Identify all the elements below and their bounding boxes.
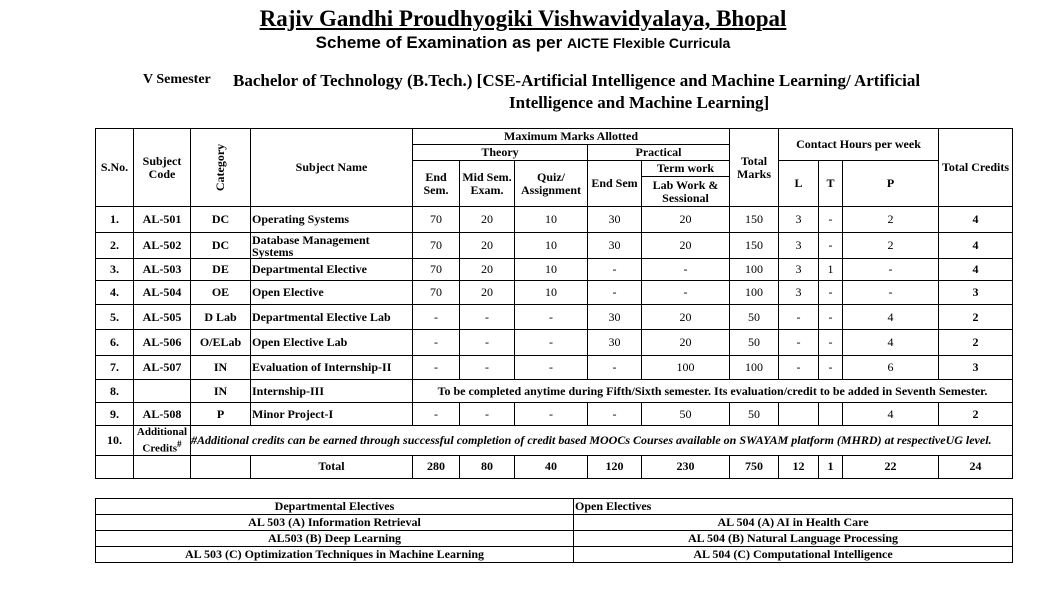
sno-cell: 5. xyxy=(96,305,134,330)
dept-elective-item: AL503 (B) Deep Learning xyxy=(96,531,574,547)
t-cell: - xyxy=(819,281,843,305)
t-cell xyxy=(819,403,843,426)
total-practical-end-sem: 120 xyxy=(588,455,642,478)
end-sem-cell: 70 xyxy=(413,207,460,233)
sno-cell: 8. xyxy=(96,380,134,403)
l-cell: - xyxy=(779,356,819,380)
dept-elective-item: AL 503 (C) Optimization Techniques in Machine Learning xyxy=(96,547,574,563)
end-sem-cell: 70 xyxy=(413,259,460,281)
code-cell: AL-502 xyxy=(134,233,191,259)
sno-cell: 1. xyxy=(96,207,134,233)
l-cell: - xyxy=(779,305,819,330)
code-cell: AL-505 xyxy=(134,305,191,330)
total-lab-work: 230 xyxy=(642,455,730,478)
semester-label: V Semester xyxy=(143,72,211,87)
code-cell: AL-507 xyxy=(134,356,191,380)
end-sem-cell: - xyxy=(413,305,460,330)
sno-cell: 6. xyxy=(96,330,134,356)
l-cell: - xyxy=(779,330,819,356)
quiz-cell: - xyxy=(515,403,588,426)
total-row xyxy=(96,455,1013,478)
open-elective-item: AL 504 (B) Natural Language Processing xyxy=(574,531,1013,547)
end-sem-cell: 70 xyxy=(413,281,460,305)
university-title: Rajiv Gandhi Proudhyogiki Vishwavidyalaya, Bhopal xyxy=(259,6,787,31)
table-row xyxy=(96,380,1013,403)
lab-work-cell: 100 xyxy=(642,356,730,380)
credits-cell: 3 xyxy=(939,356,1013,380)
p-header: P xyxy=(843,161,939,207)
table-row xyxy=(96,233,1013,259)
total-credits: 24 xyxy=(939,455,1013,478)
p-cell: 4 xyxy=(843,305,939,330)
practical-end-sem-cell: 30 xyxy=(588,305,642,330)
category-cell: DC xyxy=(191,233,251,259)
sno-cell: 7. xyxy=(96,356,134,380)
p-cell: - xyxy=(843,259,939,281)
category-cell: P xyxy=(191,403,251,426)
sno-cell: 3. xyxy=(96,259,134,281)
l-cell: 3 xyxy=(779,281,819,305)
quiz-cell: 10 xyxy=(515,281,588,305)
l-cell xyxy=(779,403,819,426)
p-cell: 4 xyxy=(843,330,939,356)
table-row xyxy=(96,281,1013,305)
program-title: Bachelor of Technology (B.Tech.) [CSE-Artificial Intelligence and Machine Learning/ Artificial Intelligence and Machine Learning] xyxy=(233,71,921,112)
subject-name-cell: Internship-III xyxy=(251,380,413,403)
code-cell xyxy=(134,380,191,403)
quiz-cell: - xyxy=(515,356,588,380)
table-row xyxy=(96,356,1013,380)
category-cell: O/ELab xyxy=(191,330,251,356)
subject-name-cell: Database Management Systems xyxy=(251,233,413,259)
lab-work-cell: 20 xyxy=(642,330,730,356)
mid-sem-cell: 20 xyxy=(460,233,515,259)
scheme-table xyxy=(95,128,1013,479)
quiz-cell: 10 xyxy=(515,207,588,233)
practical-end-sem-cell: - xyxy=(588,281,642,305)
total-marks-header: Total Marks xyxy=(730,129,779,207)
table-row xyxy=(96,207,1013,233)
credits-cell: 4 xyxy=(939,207,1013,233)
p-cell: 6 xyxy=(843,356,939,380)
p-cell: 2 xyxy=(843,233,939,259)
t-cell: - xyxy=(819,356,843,380)
quiz-header: Quiz/ Assignment xyxy=(515,161,588,207)
theory-header: Theory xyxy=(413,145,588,161)
sno-cell: 9. xyxy=(96,403,134,426)
sno-cell: 4. xyxy=(96,281,134,305)
category-cell: DC xyxy=(191,207,251,233)
code-cell: AL-506 xyxy=(134,330,191,356)
l-cell: 3 xyxy=(779,207,819,233)
term-work-header: Term work xyxy=(642,161,730,177)
credits-cell: 2 xyxy=(939,403,1013,426)
subject-name-cell: Departmental Elective xyxy=(251,259,413,281)
practical-header: Practical xyxy=(588,145,730,161)
blank-cell xyxy=(96,455,134,478)
total-marks-cell: 50 xyxy=(730,305,779,330)
mid-sem-cell: 20 xyxy=(460,259,515,281)
credits-cell: 2 xyxy=(939,330,1013,356)
end-sem-cell: 70 xyxy=(413,233,460,259)
total-l: 12 xyxy=(779,455,819,478)
additional-credits-note: #Additional credits can be earned through successful completion of credit based MOOCs Courses available on SWAYAM platform (MHRD) at respectiveUG level. xyxy=(191,426,1013,456)
sno-cell: 2. xyxy=(96,233,134,259)
l-header: L xyxy=(779,161,819,207)
mid-sem-cell: - xyxy=(460,356,515,380)
credits-cell: 4 xyxy=(939,233,1013,259)
table-row xyxy=(96,403,1013,426)
practical-end-sem-cell: - xyxy=(588,259,642,281)
total-label: Total xyxy=(251,455,413,478)
total-marks-cell: 150 xyxy=(730,207,779,233)
max-marks-header: Maximum Marks Allotted xyxy=(413,129,730,145)
total-mid-sem: 80 xyxy=(460,455,515,478)
mid-sem-cell: - xyxy=(460,305,515,330)
mid-sem-cell: - xyxy=(460,403,515,426)
credits-cell: 2 xyxy=(939,305,1013,330)
dept-elective-item: AL 503 (A) Information Retrieval xyxy=(96,515,574,531)
code-cell: AL-504 xyxy=(134,281,191,305)
table-row xyxy=(96,426,1013,456)
practical-end-sem-cell: 30 xyxy=(588,207,642,233)
subject-code-header: Subject Code xyxy=(134,129,191,207)
total-marks-cell: 50 xyxy=(730,330,779,356)
end-sem-cell: - xyxy=(413,330,460,356)
sno-cell: 10. xyxy=(96,426,134,456)
table-row xyxy=(96,259,1013,281)
open-electives-header: Open Electives xyxy=(574,499,1013,515)
category-cell: IN xyxy=(191,356,251,380)
p-cell: 4 xyxy=(843,403,939,426)
total-end-sem: 280 xyxy=(413,455,460,478)
t-cell: 1 xyxy=(819,259,843,281)
subject-name-cell: Open Elective Lab xyxy=(251,330,413,356)
l-cell: 3 xyxy=(779,233,819,259)
end-sem-cell: - xyxy=(413,403,460,426)
sno-header: S.No. xyxy=(96,129,134,207)
lab-work-cell: 20 xyxy=(642,305,730,330)
subject-name-cell: Departmental Elective Lab xyxy=(251,305,413,330)
total-marks-cell: 50 xyxy=(730,403,779,426)
category-cell: OE xyxy=(191,281,251,305)
subject-name-cell: Open Elective xyxy=(251,281,413,305)
quiz-cell: 10 xyxy=(515,233,588,259)
total-quiz: 40 xyxy=(515,455,588,478)
total-marks-cell: 100 xyxy=(730,356,779,380)
quiz-cell: - xyxy=(515,330,588,356)
total-credits-header: Total Credits xyxy=(939,129,1013,207)
lab-work-cell: 20 xyxy=(642,207,730,233)
lab-work-cell: - xyxy=(642,259,730,281)
code-cell: AL-501 xyxy=(134,207,191,233)
t-cell: - xyxy=(819,233,843,259)
blank-cell xyxy=(134,455,191,478)
practical-end-sem-cell: - xyxy=(588,356,642,380)
total-marks-cell: 100 xyxy=(730,259,779,281)
practical-end-sem-cell: 30 xyxy=(588,233,642,259)
subject-name-header: Subject Name xyxy=(251,129,413,207)
departmental-electives-header: Departmental Electives xyxy=(96,499,574,515)
practical-end-sem-header: End Sem xyxy=(588,161,642,207)
lab-work-header: Lab Work & Sessional xyxy=(642,177,730,207)
code-cell: AL-508 xyxy=(134,403,191,426)
total-p: 22 xyxy=(843,455,939,478)
internship-note: To be completed anytime during Fifth/Sixth semester. Its evaluation/credit to be added in Seventh Semester. xyxy=(413,380,1013,403)
category-cell: DE xyxy=(191,259,251,281)
category-cell: IN xyxy=(191,380,251,403)
scheme-subtitle: Scheme of Examination as per AICTE Flexible Curricula xyxy=(315,33,731,52)
t-cell: - xyxy=(819,305,843,330)
subject-name-cell: Operating Systems xyxy=(251,207,413,233)
total-t: 1 xyxy=(819,455,843,478)
open-elective-item: AL 504 (C) Computational Intelligence xyxy=(574,547,1013,563)
practical-end-sem-cell: - xyxy=(588,403,642,426)
mid-sem-cell: 20 xyxy=(460,281,515,305)
credits-cell: 4 xyxy=(939,259,1013,281)
mid-sem-cell: 20 xyxy=(460,207,515,233)
electives-table xyxy=(95,498,1013,563)
blank-cell xyxy=(191,455,251,478)
lab-work-cell: 20 xyxy=(642,233,730,259)
mid-sem-header: Mid Sem. Exam. xyxy=(460,161,515,207)
lab-work-cell: 50 xyxy=(642,403,730,426)
category-cell: D Lab xyxy=(191,305,251,330)
open-elective-item: AL 504 (A) AI in Health Care xyxy=(574,515,1013,531)
contact-hours-header: Contact Hours per week xyxy=(779,129,939,161)
p-cell: 2 xyxy=(843,207,939,233)
practical-end-sem-cell: 30 xyxy=(588,330,642,356)
table-row xyxy=(96,330,1013,356)
mid-sem-cell: - xyxy=(460,330,515,356)
total-marks: 750 xyxy=(730,455,779,478)
t-header: T xyxy=(819,161,843,207)
table-row xyxy=(96,305,1013,330)
quiz-cell: - xyxy=(515,305,588,330)
total-marks-cell: 150 xyxy=(730,233,779,259)
t-cell: - xyxy=(819,207,843,233)
end-sem-cell: - xyxy=(413,356,460,380)
end-sem-header: End Sem. xyxy=(413,161,460,207)
quiz-cell: 10 xyxy=(515,259,588,281)
subject-name-cell: Minor Project-I xyxy=(251,403,413,426)
t-cell: - xyxy=(819,330,843,356)
l-cell: 3 xyxy=(779,259,819,281)
code-cell: AL-503 xyxy=(134,259,191,281)
additional-credits-label: Additional Credits# xyxy=(134,426,191,456)
lab-work-cell: - xyxy=(642,281,730,305)
subject-name-cell: Evaluation of Internship-II xyxy=(251,356,413,380)
p-cell: - xyxy=(843,281,939,305)
category-header: Category xyxy=(191,129,251,207)
total-marks-cell: 100 xyxy=(730,281,779,305)
credits-cell: 3 xyxy=(939,281,1013,305)
